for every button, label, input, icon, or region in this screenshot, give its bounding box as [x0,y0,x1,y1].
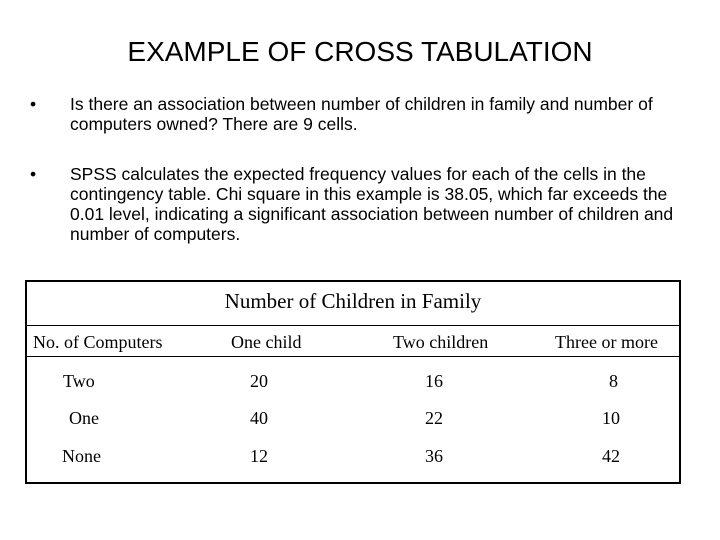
bullet-marker: • [30,94,37,114]
row-label: One [69,408,99,428]
table-header-title: Number of Children in Family [224,289,482,313]
column-header: Three or more [555,332,658,352]
table-cell: 16 [425,371,443,391]
bullet-text: Is there an association between number of children in family and number of computers owned? There are 9 cells. [70,94,653,134]
column-header: No. of Computers [33,332,163,352]
table-cell: 20 [250,371,268,391]
table-cell: 10 [602,408,620,428]
table-divider [27,325,679,326]
bullet-marker: • [30,164,37,184]
table-cell: 12 [250,446,268,466]
bullet-item [30,164,690,244]
table-divider [27,356,679,357]
table-cell: 42 [602,446,620,466]
row-label: Two [63,371,95,391]
bullet-text: SPSS calculates the expected frequency values for each of the cells in the contingency table. Chi square in this example is 38.05, which far exceeds the 0.01 level, indicating a significant association between number of children and number of computers. [70,164,674,244]
cross-tab-table [25,280,681,484]
row-label: None [62,446,101,466]
table-cell: 36 [425,446,443,466]
bullet-list [30,94,690,274]
table-cell: 8 [609,371,618,391]
bullet-item [30,94,690,134]
column-header: Two children [393,332,489,352]
column-header: One child [231,332,302,352]
table-cell: 22 [425,408,443,428]
table-cell: 40 [250,408,268,428]
slide-title: EXAMPLE OF CROSS TABULATION [127,36,593,67]
